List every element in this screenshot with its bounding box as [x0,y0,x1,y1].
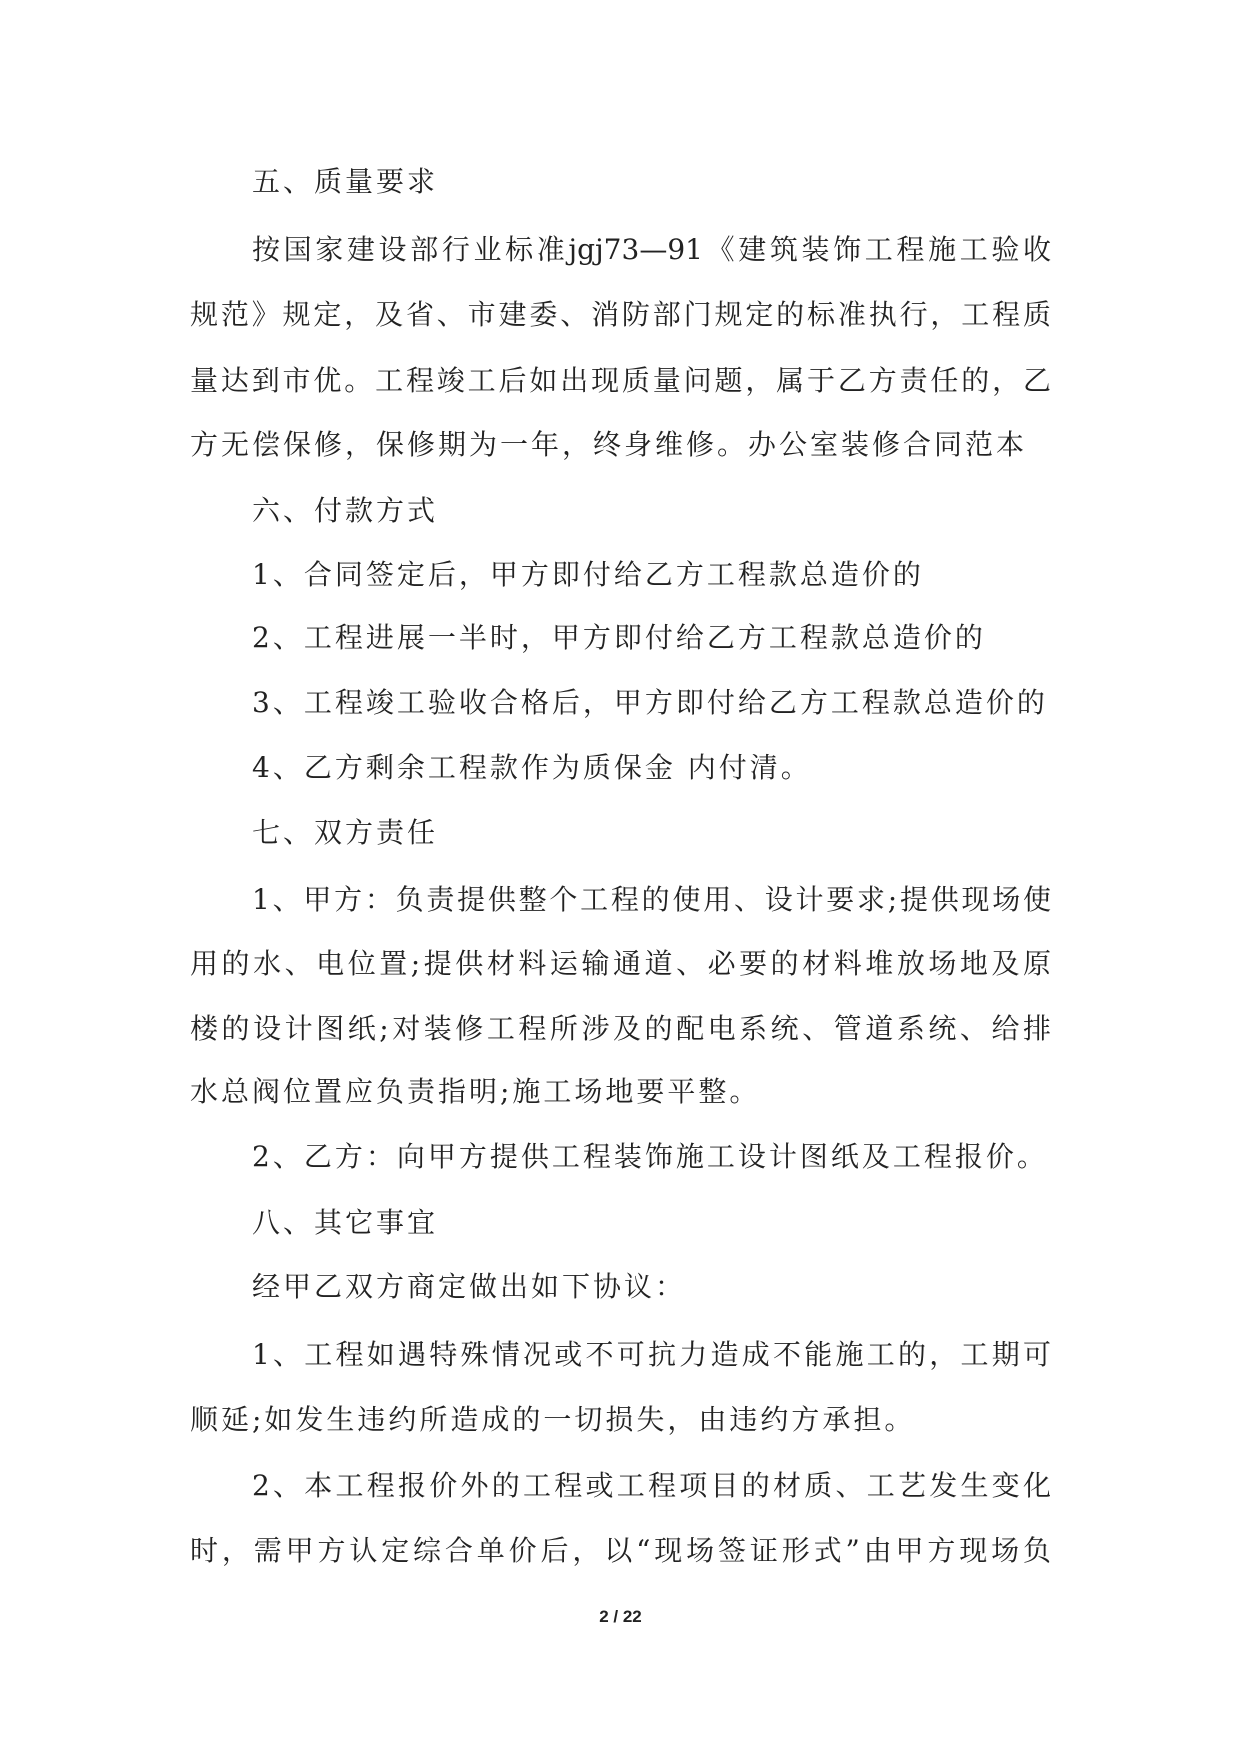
text-line: 方无偿保修，保修期为一年，终身维修。办公室装修合同范本 [190,428,1028,461]
list-item-payment-3: 3、工程竣工验收合格后，甲方即付给乙方工程款总造价的 [252,686,1048,719]
text-line: 时，需甲方认定综合单价后，以“现场签证形式”由甲方现场负 [190,1534,1051,1567]
text-line: 规范》规定，及省、市建委、消防部门规定的标准执行，工程质 [190,298,1051,331]
list-item-payment-1: 1、合同签定后，甲方即付给乙方工程款总造价的 [252,558,924,591]
list-item-agreement-1: 1、工程如遇特殊情况或不可抗力造成不能施工的，工期可 [252,1338,1051,1371]
text-line: 水总阀位置应负责指明;施工场地要平整。 [190,1075,761,1108]
text-line: 量达到市优。工程竣工后如出现质量问题，属于乙方责任的，乙 [190,364,1051,397]
list-item-party-a: 1、甲方：负责提供整个工程的使用、设计要求;提供现场使 [252,883,1051,916]
list-item-payment-4: 4、乙方剩余工程款作为质保金 内付清。 [252,751,812,784]
section-heading-other-matters: 八、其它事宜 [252,1206,439,1239]
section-heading-quality-requirements: 五、质量要求 [252,165,439,198]
list-item-agreement-2: 2、本工程报价外的工程或工程项目的材质、工艺发生变化 [252,1469,1051,1502]
text-line: 按国家建设部行业标准jgj73—91《建筑装饰工程施工验收 [252,233,1051,266]
text-line: 顺延;如发生违约所造成的一切损失，由违约方承担。 [190,1403,916,1436]
section-heading-payment-method: 六、付款方式 [252,494,439,527]
list-item-payment-2: 2、工程进展一半时，甲方即付给乙方工程款总造价的 [252,621,986,654]
text-line: 经甲乙双方商定做出如下协议： [252,1270,687,1303]
section-heading-responsibilities: 七、双方责任 [252,816,439,849]
text-line: 楼的设计图纸;对装修工程所涉及的配电系统、管道系统、给排 [190,1012,1051,1045]
text-line: 用的水、电位置;提供材料运输通道、必要的材料堆放场地及原 [190,947,1051,980]
page-number: 2 / 22 [599,1607,642,1626]
list-item-party-b: 2、乙方：向甲方提供工程装饰施工设计图纸及工程报价。 [252,1140,1048,1173]
